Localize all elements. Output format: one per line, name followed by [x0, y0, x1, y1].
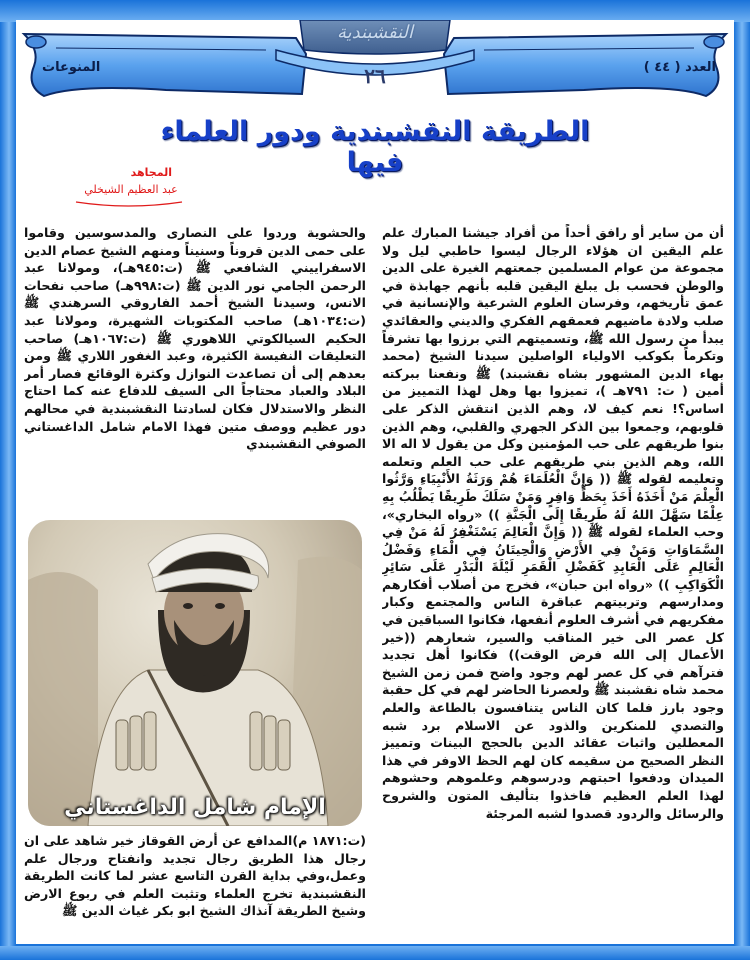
portrait-photo — [28, 520, 362, 826]
magazine-title: النقشبندية — [336, 22, 414, 43]
author-block — [56, 164, 206, 198]
author-underline-flourish — [74, 200, 184, 208]
text-column-left-top — [24, 224, 366, 516]
header-banner — [16, 20, 734, 110]
section-label: المنوعات — [42, 60, 101, 75]
text-column-right — [382, 224, 724, 942]
frame-bottom-edge — [0, 946, 750, 960]
paragraph: والحشوية وردوا على النصارى والمدسوسين وقاموا على حمى الدين قروناً وسنيناً ومنهم الشيخ عصام الدين الاسفراييني الشافعي ﷺ (ت:٩٤٥هـ)، ومولانا عبد الرحمن الجامي نور الدين ﷺ (ت:٩٩٨هـ) صاحب نفحات الانس، وسيدنا الشيخ أحمد الفاروقي السرهندي ﷺ (ت:١٠٣٤هـ) صاحب المكتوبات الشهيرة، ومولانا عبد الحكيم السيالكوتي اللاهوري ﷺ (ت:١٠٦٧هـ) صاحب التعليقات النفيسة الكثيرة، وعبد الغفور اللاري ﷺ ومن بعدهم إلى أن تصاعدت النوازل وكثرة الوقائع فصار أمر البلاد والعباد محتاجاً الى السيف للدفاع عنه كما احتاج النظر والاستدلال فكان لسادتنا النقشبندية في محالهم دور عظيم ووصف متين فهذا الامام شامل الداغستاني الصوفي النقشبندي — [24, 225, 366, 452]
article-title: الطريقة النقشبندية ودور العلماء فيها — [160, 116, 590, 178]
author-name: عبد العظيم الشيخلي — [84, 183, 178, 196]
paragraph: أن من ساير أو رافق أحداً من أفراد جيشنا المبارك علم علم اليقين ان هؤلاء الرجال ليسوا حاطبي ليل ولا مجموعة من عوام المسلمين جمعتهم الغيرة على الدين والوطن فحسب بل يبلغ اليقين قلبه بأنهم جهابذة في عمق تأريخهم، وفرسان العلوم الشرعية والإنسانية في صلب ولادة ماضيهم فعمقهم الفكري والديني والعقائدي يبدأ من رسول الله ﷺ، وتسميتهم التي برزوا بها تشرفاً وتكرماً بكوكب الاولياء الواصلين سيدنا الشيخ (محمد بهاء الدين المشهور بشاه نقشبند) ﷺ ونفعنا ببركته أمين ( ت: ٧٩١هـ )، تميزوا بها وهل لهذا التمييز من اساس؟! نعم كيف لا، وهم الذين انتقش الذكر على قلوبهم، وجمعوا بين الذكر الجهري والقلبي، وهم الذين بنوا طريقهم على حب المؤمنين وكل من يقول لا اله الا الله، وهم الذين بني طريقهم على حب العلم وتعلمه وتعليمه لقوله ﷺ (( وَإِنَّ الْعُلَمَاءَ هُمْ وَرَثَةُ الأَنْبِيَاءِ وَرَّثُوا الْعِلْمَ مَنْ أَخَذَهُ أَخَذَ بِحَظٍّ وَافِرٍ وَمَنْ سَلَكَ طَرِيقًا يَطْلُبُ بِهِ عِلْمًا سَهَّلَ اللهُ لَهُ طَرِيقًا إِلَى الْجَنَّةِ )) «رواه البخاري»، وحب العلماء لقوله ﷺ (( وَإِنَّ الْعَالِمَ يَسْتَغْفِرُ لَهُ مَنْ فِي السَّمَاوَاتِ وَمَنْ فِي الأَرْضِ وَالْحِيتَانُ فِي الْمَاءِ وَفَضْلُ الْعَالِمِ عَلَى الْعَابِدِ كَفَضْلِ الْقَمَرِ لَيْلَةَ الْبَدْرِ عَلَى سَائِرِ الْكَوَاكِبِ )) «رواه ابن حبان»، فخرج من أصلاب أفكارهم ومدارسهم وتربيتهم عباقرة الناس والمجتمع وكبار مفكريهم في أشرف العلوم أنفعها، فكانوا السباقين في كل عصر الى خير المناقب والسير، شعارهم ((خير الأعمال إلى الله فرض الوقت)) فكانوا أهل تجديد فترآهم في كل عصر لهم وجود واضح فمن زمن الشيخ محمد شاه نقشبند ﷺ ولعصرنا الحاضر لهم في كل حقبة وجود بارز فلما كان الناس يتنافسون بالطاعة والعلم والتصدي للمنكرين والذود عن الاسلام برد شبه المعطلين واثبات عقائد الدين بالحجج البينات وتمييز النظر الصحيح من سقيمه كان لهم الحظ الاوفر في هذا الميدان ودفعوا احبتهم ودرسوهم وعلموهم وحشوهم لهذا العلم العظيم فاخذوا بتأليف المتون والشروح والرسائل والردود قصدوا لشبه المرجئة — [382, 225, 724, 821]
paragraph: (ت:١٨٧١ م)المدافع عن أرض القوقاز خير شاهد على ان رجال هذا الطريق رجال تجديد وانفتاح ورجال علم وعمل،وفي بداية القرن التاسع عشر لما كانت الطريقة النقشبندية تخرج العلماء وتثبت العلم في ربوع الارض وشيخ الطريقة آنذاك الشيخ ابو بكر غياث الدين ﷺ — [24, 833, 366, 919]
text-column-left-bottom — [24, 832, 366, 944]
issue-number: العدد ( ٤٤ ) — [643, 60, 716, 75]
portrait-illustration — [28, 520, 362, 826]
page-number: ٢٦ — [364, 64, 386, 88]
photo-caption: الإمام شامل الداغستاني — [64, 795, 326, 820]
author-prefix: المجاهد — [130, 166, 172, 179]
page-content — [16, 20, 734, 944]
frame-top-edge — [0, 0, 750, 22]
